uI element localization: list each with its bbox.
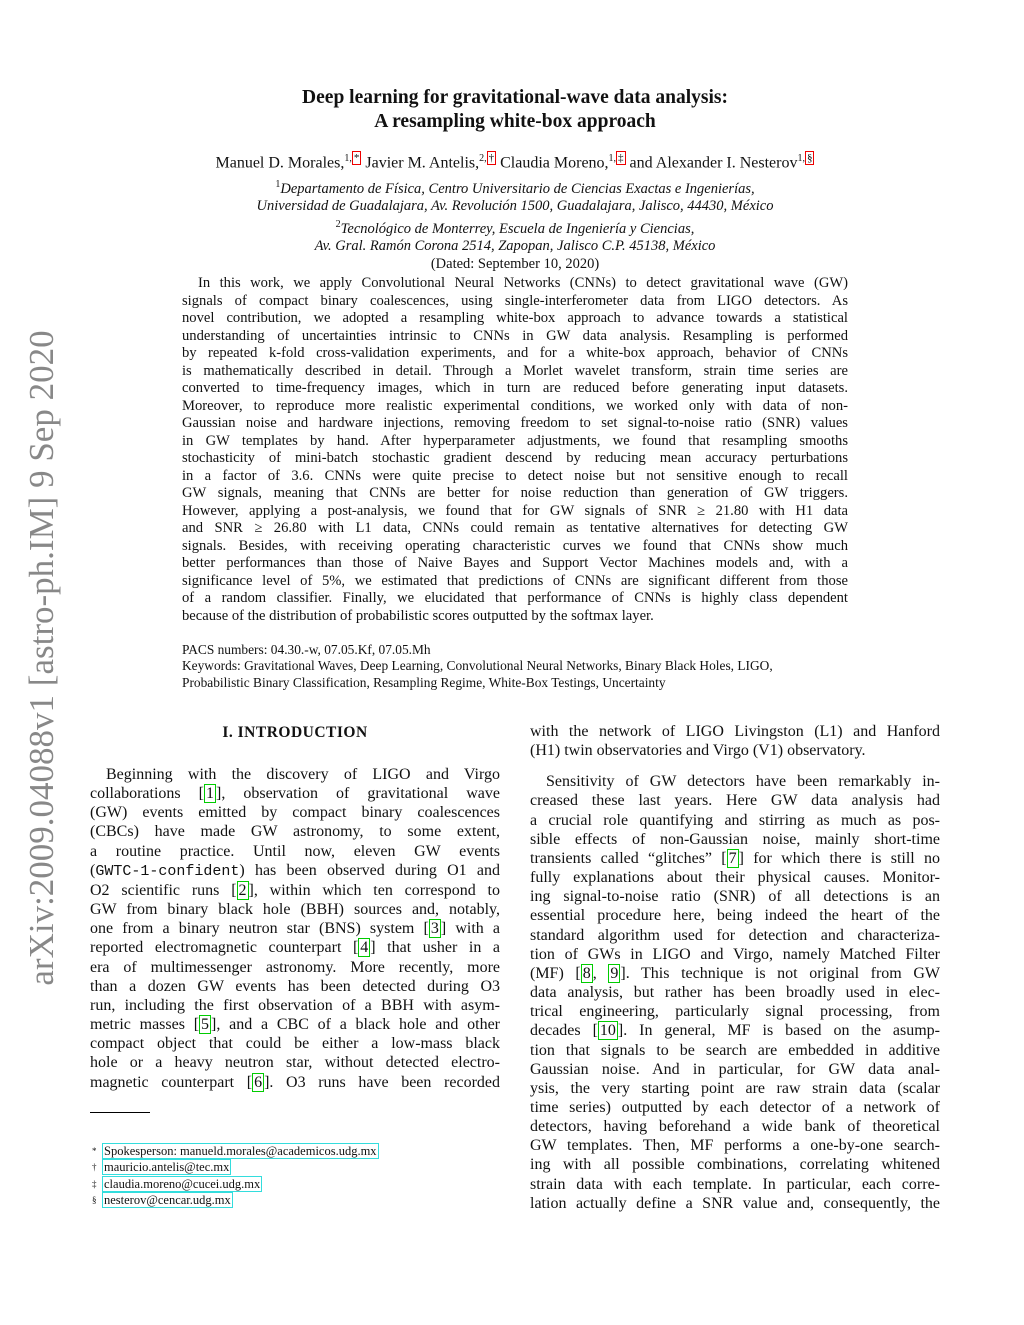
footnote xyxy=(92,1159,379,1175)
text-line: strain data with each template. In particular, each corre- xyxy=(530,1175,940,1193)
text-line: detectors, having beforehand a wide bank of theoretical xyxy=(530,1118,940,1136)
text-line: tion that signals to be search are embedded in additive xyxy=(530,1041,940,1059)
text-line: trical engineering, particularly signal processing, from xyxy=(530,1003,940,1021)
author-name: and Alexander I. Nesterov xyxy=(629,154,798,172)
affiliation-text: Departamento de Física, Centro Universitario de Ciencias Exactas e Ingenierías, xyxy=(280,180,755,197)
affiliation-number: 2 xyxy=(335,219,341,231)
section-heading: I. INTRODUCTION xyxy=(222,724,368,741)
text-line: transients called “glitches” [ 7 ] for which there is still no xyxy=(530,849,940,867)
text-line: Gaussian noise. And in particular, for GW data anal- xyxy=(530,1060,940,1078)
text-line: ysis, the very starting point are raw strain data (scalar xyxy=(530,1079,940,1097)
text-line: with the network of LIGO Livingston (L1) and Hanford xyxy=(530,723,940,740)
text-line: O2 scientific runs [ 2 ], within which ten correspond to xyxy=(90,881,501,899)
citation-link[interactable]: 3 xyxy=(430,920,439,938)
metadata xyxy=(182,642,862,691)
footnote xyxy=(92,1192,379,1208)
text-line: collaborations [ 1 ], observation of gravitational wave xyxy=(90,785,501,803)
text-line: GW signals, meaning that CNNs are better for noise reduction than generation of GW triggers. xyxy=(182,485,848,501)
text-line: understanding of uncertainties intrinsic to CNNs in GW data analysis. Resampling is performed xyxy=(182,327,848,344)
pacs-numbers: PACS numbers: 04.30.-w, 07.05.Kf, 07.05.Mh xyxy=(182,642,431,657)
footnote-symbol: ‡ xyxy=(92,1178,97,1189)
text-line: Gaussian noise and hardware injections, removing freedom to set signal-to-noise ratio (SNR) values xyxy=(182,415,848,431)
left-column xyxy=(90,765,500,1092)
paragraph xyxy=(530,772,940,1213)
affiliation-line xyxy=(0,238,1024,256)
text-line: (H1) twin observatories and Virgo (V1) observatory. xyxy=(530,742,866,760)
affiliations xyxy=(0,176,1024,274)
citation-link[interactable]: 7 xyxy=(728,849,737,867)
text-line: reported electromagnetic counterpart [ 4 ] that usher in a xyxy=(90,939,500,957)
text-line: magnetic counterpart [ 6 ]. O3 runs have been recorded xyxy=(90,1073,500,1091)
keywords-line: Keywords: Gravitational Waves, Deep Learning, Convolutional Neural Networks, Binary Black Holes, LIGO, xyxy=(182,658,773,674)
affiliation-number: 1, xyxy=(608,153,617,164)
text-line: of a random classifier. Finally, we elucidated that performance of CNNs is highly class dependent xyxy=(182,590,848,606)
text-line: significance level of 5%, we estimated that predictions of CNNs are significant different from those xyxy=(182,572,848,589)
affiliation-number: 1, xyxy=(797,153,805,164)
paragraph xyxy=(530,722,940,760)
text-line: fully explanations about their physical causes. Monitor- xyxy=(530,869,940,887)
text-line: tion of GWs in LIGO and Virgo, namely Matched Filter xyxy=(530,945,940,963)
text-line: data analysis, but rather has been broadly used in elec- xyxy=(530,984,940,1002)
text-line: because of the distribution of probabilistic scores outputted by the softmax layer. xyxy=(182,607,654,624)
text-line: Moreover, to reproduce more realistic experimental conditions, we worked only with data of non- xyxy=(182,397,848,414)
text-line: essential procedure here, being indeed the heart of the xyxy=(530,907,940,925)
text-line: signals of compact binary coalescences, using single-interferometer data from LIGO detectors. As xyxy=(182,292,848,309)
arxiv-identifier: arXiv:2009.04088v1 [astro-ph.IM] 9 Sep 2020 xyxy=(22,330,61,986)
text-line: run, including the first observation of a BBH with asym- xyxy=(90,996,500,1014)
affiliation-line xyxy=(0,198,1024,216)
affiliation-line xyxy=(0,216,1024,238)
affiliation-text: Tecnológico de Monterrey, Escuela de Ingeniería y Ciencias, xyxy=(340,220,695,237)
text-line: Sensitivity of GW detectors have been remarkably in- xyxy=(546,773,940,791)
title-line: Deep learning for gravitational-wave data analysis: xyxy=(302,87,728,108)
author-list xyxy=(0,151,1024,172)
text-line: However, applying a post-analysis, we found that for GW signals of SNR ≥ 21.80 with H1 data xyxy=(182,502,848,519)
text-line: (GWTC-1-confident) has been observed during O1 and xyxy=(90,861,500,880)
citation-link[interactable]: 10 xyxy=(599,1022,616,1040)
footnote-symbol: * xyxy=(92,1146,97,1156)
text-line: in GW templates by hand. After hyperparameter adjustments, we found that resampling smooths xyxy=(182,432,848,449)
text-line: than a dozen GW events has been detected during O3 xyxy=(90,977,500,995)
text-line: creased these last years. Here GW data analysis had xyxy=(530,792,940,810)
author-name: Manuel D. Morales, xyxy=(215,154,345,172)
text-line: decades [ 10 ]. In general, MF is based on the asump- xyxy=(530,1022,941,1040)
text-line: a routine practice. Until now, eleven GW events xyxy=(90,842,500,860)
footnote xyxy=(92,1176,379,1192)
text-line: is mathematically described in detail. Through a Morlet wavelet transform, strain time series are xyxy=(182,362,848,379)
intro-paragraph xyxy=(90,765,500,1092)
keywords-line: Probabilistic Binary Classification, Resampling Regime, White-Box Testings, Uncertainty xyxy=(182,674,666,690)
abstract xyxy=(182,275,848,625)
text-line: standard algorithm used for detection and characteriza- xyxy=(530,926,940,944)
affiliation-number: 2, xyxy=(479,153,487,164)
affiliation-text: Universidad de Guadalajara, Av. Revolución 1500, Guadalajara, Jalisco, 44430, México xyxy=(256,198,774,215)
affiliation-line xyxy=(0,176,1024,198)
text-line: In this work, we apply Convolutional Neural Networks (CNNs) to detect gravitational wave (GW) xyxy=(198,275,848,291)
author-name: Javier M. Antelis, xyxy=(365,154,480,172)
text-line: stochasticity of mini-batch stochastic gradient descend by reducing mean accuracy perturbations xyxy=(182,450,848,466)
text-line: GW templates. Then, MF performs a one-by-one search- xyxy=(530,1137,940,1155)
text-line: ing signal-to-noise ratio (SNR) of all detections is an xyxy=(530,888,940,906)
text-line: (CBCs) have made GW astronomy, to some extent, xyxy=(90,823,500,841)
text-line: a crucial role quantifying and stirring as much as pos- xyxy=(530,811,940,829)
footnote-link[interactable]: † xyxy=(488,152,495,164)
footnote-link[interactable]: * xyxy=(353,152,360,164)
text-line: in a factor of 3.6. CNNs were quite precise to detect noise but not sensitive enough to recall xyxy=(182,467,848,484)
text-line: novel contribution, we adopted a resampling white-box approach to advance towards a statistical xyxy=(182,310,848,326)
text-line: GW from binary black hole (BBH) sources and, notably, xyxy=(90,901,500,919)
footnote-symbol: § xyxy=(92,1195,97,1206)
author-name: Claudia Moreno, xyxy=(500,154,609,172)
text-line: Beginning with the discovery of LIGO and Virgo xyxy=(106,766,500,783)
citation-link[interactable]: 6 xyxy=(254,1073,263,1091)
text-line: and SNR ≥ 26.80 with L1 data, CNNs could remain as tentative alternatives for detecting GW xyxy=(182,520,848,536)
footnote-symbol: † xyxy=(92,1162,97,1173)
email-link[interactable]: Spokesperson: manueld.morales@academicos.udg.mx xyxy=(104,1144,377,1158)
text-line: time series) outputted by each detector of a network of xyxy=(530,1098,940,1116)
text-line: sible effects of non-Gaussian noise, mainly short-time xyxy=(530,830,940,848)
footnote xyxy=(92,1143,379,1159)
paper-title xyxy=(0,86,1024,133)
text-line: by repeated k-fold cross-validation experiments, and for a white-box approach, behavior of CNNs xyxy=(182,345,848,361)
text-line: signals. Besides, with receiving operating characteristic curves we found that CNNs show much xyxy=(182,537,848,554)
email-link[interactable]: claudia.moreno@cucei.udg.mx xyxy=(104,1176,261,1191)
citation-link[interactable]: 8 xyxy=(582,964,591,982)
text-line: lation actually define a SNR value and, consequently, the xyxy=(530,1194,940,1212)
footnote-rule xyxy=(90,1112,150,1113)
text-line: metric masses [ 5 ], and a CBC of a black hole and other xyxy=(90,1016,500,1034)
citation-link[interactable]: 2 xyxy=(238,881,247,899)
text-line: hole or a heavy neutron star, without detected electro- xyxy=(90,1054,500,1072)
text-line: (GW) events emitted by compact binary coalescences xyxy=(90,804,500,822)
inline-code: GWTC-1-confident xyxy=(95,862,240,880)
footnote-link[interactable]: ‡ xyxy=(618,152,624,164)
text-line: converted to time-frequency images, which in turn are reduced before generating input datasets. xyxy=(182,380,848,396)
footnote-link[interactable]: § xyxy=(806,152,813,164)
affiliation-text: Av. Gral. Ramón Corona 2514, Zapopan, Jalisco C.P. 45138, México xyxy=(314,238,716,255)
text-line: compact object that could be either a low-mass black xyxy=(90,1035,500,1053)
citation-link[interactable]: 1 xyxy=(206,785,214,803)
email-link[interactable]: mauricio.antelis@tec.mx xyxy=(104,1160,230,1175)
text-line: era of multimessenger astronomy. More recently, more xyxy=(90,958,500,976)
text-line: one from a binary neutron star (BNS) system [ 3 ] with a xyxy=(90,920,500,938)
footnotes xyxy=(92,1143,379,1209)
affiliation-number: 1, xyxy=(344,153,352,164)
right-column xyxy=(530,722,940,1213)
title-line: A resampling white-box approach xyxy=(374,110,656,132)
text-line: (MF) [ 8 , 9 ]. This technique is not original from GW xyxy=(530,964,941,982)
date-line: (Dated: September 10, 2020) xyxy=(430,256,600,273)
affiliation-number: 1 xyxy=(275,179,281,190)
citation-link[interactable]: 4 xyxy=(360,939,369,957)
citation-link[interactable]: 9 xyxy=(610,964,619,982)
text-line: better performances than those of Naive Bayes and Support Vector Machines models and, with a xyxy=(182,555,848,571)
text-line: ing with all possible combinations, correlating whitened xyxy=(530,1156,940,1174)
citation-link[interactable]: 5 xyxy=(201,1016,210,1034)
email-link[interactable]: nesterov@cencar.udg.mx xyxy=(104,1193,231,1208)
